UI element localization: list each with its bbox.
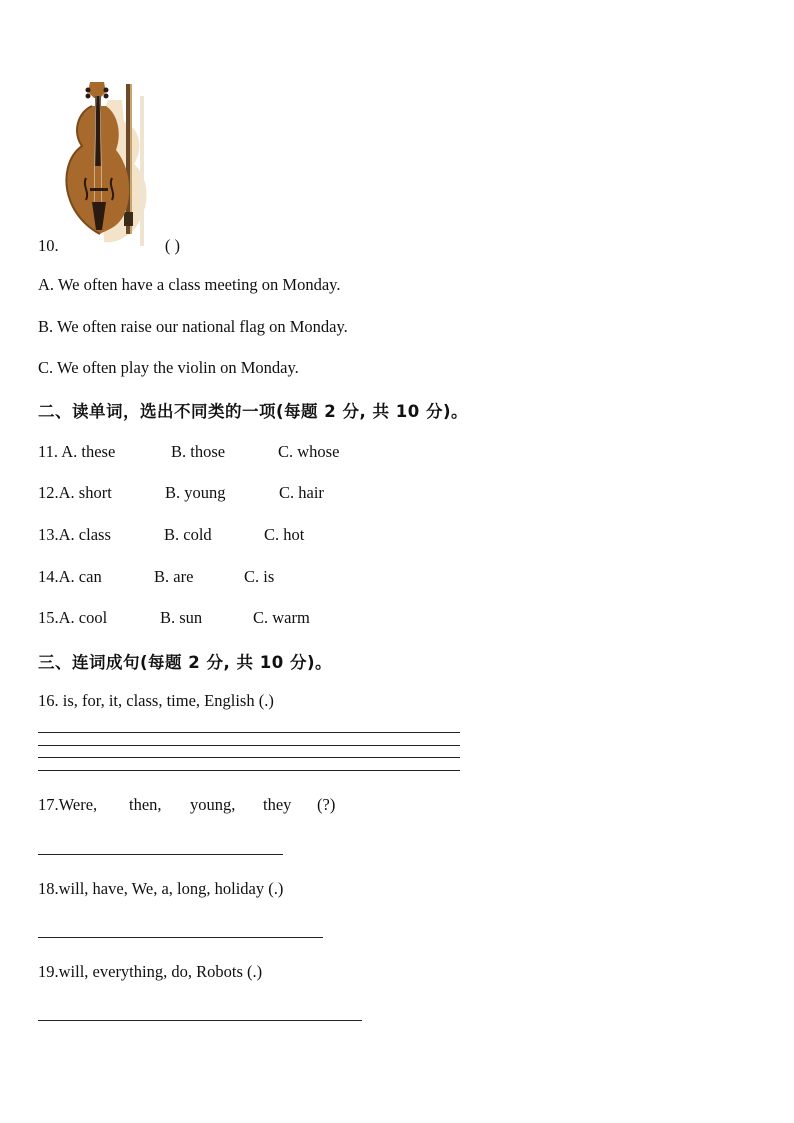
- violin-image: [60, 82, 160, 252]
- option-b: B. young: [165, 483, 226, 502]
- question-16: 16. is, for, it, class, time, English (.): [38, 691, 274, 710]
- word-item-14: [38, 567, 274, 587]
- option-c: C. hair: [279, 483, 324, 502]
- option-a: A. We often have a class meeting on Monday.: [38, 275, 341, 294]
- option-c: C. warm: [253, 608, 310, 627]
- word-item-15: [38, 608, 310, 628]
- option-c: C. hot: [264, 525, 305, 544]
- question-19: 19.will, everything, do, Robots (.): [38, 962, 263, 981]
- option-a: 13.A. class: [38, 525, 111, 544]
- answer-line: [38, 854, 283, 855]
- option-b: B. We often raise our national flag on Monday.: [38, 317, 348, 336]
- question-17: [38, 795, 335, 815]
- option-a: 15.A. cool: [38, 608, 108, 627]
- question-number: 10.: [38, 236, 59, 255]
- answer-line: [38, 757, 460, 758]
- answer-line: [38, 1020, 362, 1021]
- option-b: B. cold: [164, 525, 212, 544]
- answer-paren: ( ): [164, 236, 180, 255]
- word-token: (?): [317, 795, 336, 814]
- option-b: B. sun: [160, 608, 203, 627]
- option-c: C. We often play the violin on Monday.: [38, 358, 299, 377]
- option-b: B. those: [171, 442, 226, 461]
- option-b: B. are: [154, 567, 194, 586]
- answer-line: [38, 732, 460, 733]
- word-item-12: [38, 483, 324, 503]
- word-token: young,: [190, 795, 236, 814]
- option-a: 11. A. these: [38, 442, 116, 461]
- word-token: they: [263, 795, 292, 814]
- word-item-11: [38, 442, 339, 462]
- question-10: [38, 236, 180, 256]
- option-a: 12.A. short: [38, 483, 112, 502]
- answer-line: [38, 937, 323, 938]
- word-token: 17.Were,: [38, 795, 98, 814]
- option-c: C. is: [244, 567, 275, 586]
- option-c: C. whose: [278, 442, 340, 461]
- word-token: then,: [129, 795, 162, 814]
- word-item-13: [38, 525, 304, 545]
- option-a: 14.A. can: [38, 567, 102, 586]
- answer-line: [38, 770, 460, 771]
- section-heading-2: 二、读单词，选出不同类的一项(每题 2 分, 共 10 分)。: [38, 402, 469, 421]
- answer-line: [38, 745, 460, 746]
- section-heading-3: 三、连词成句(每题 2 分, 共 10 分)。: [38, 653, 333, 672]
- question-18: 18.will, have, We, a, long, holiday (.): [38, 879, 284, 898]
